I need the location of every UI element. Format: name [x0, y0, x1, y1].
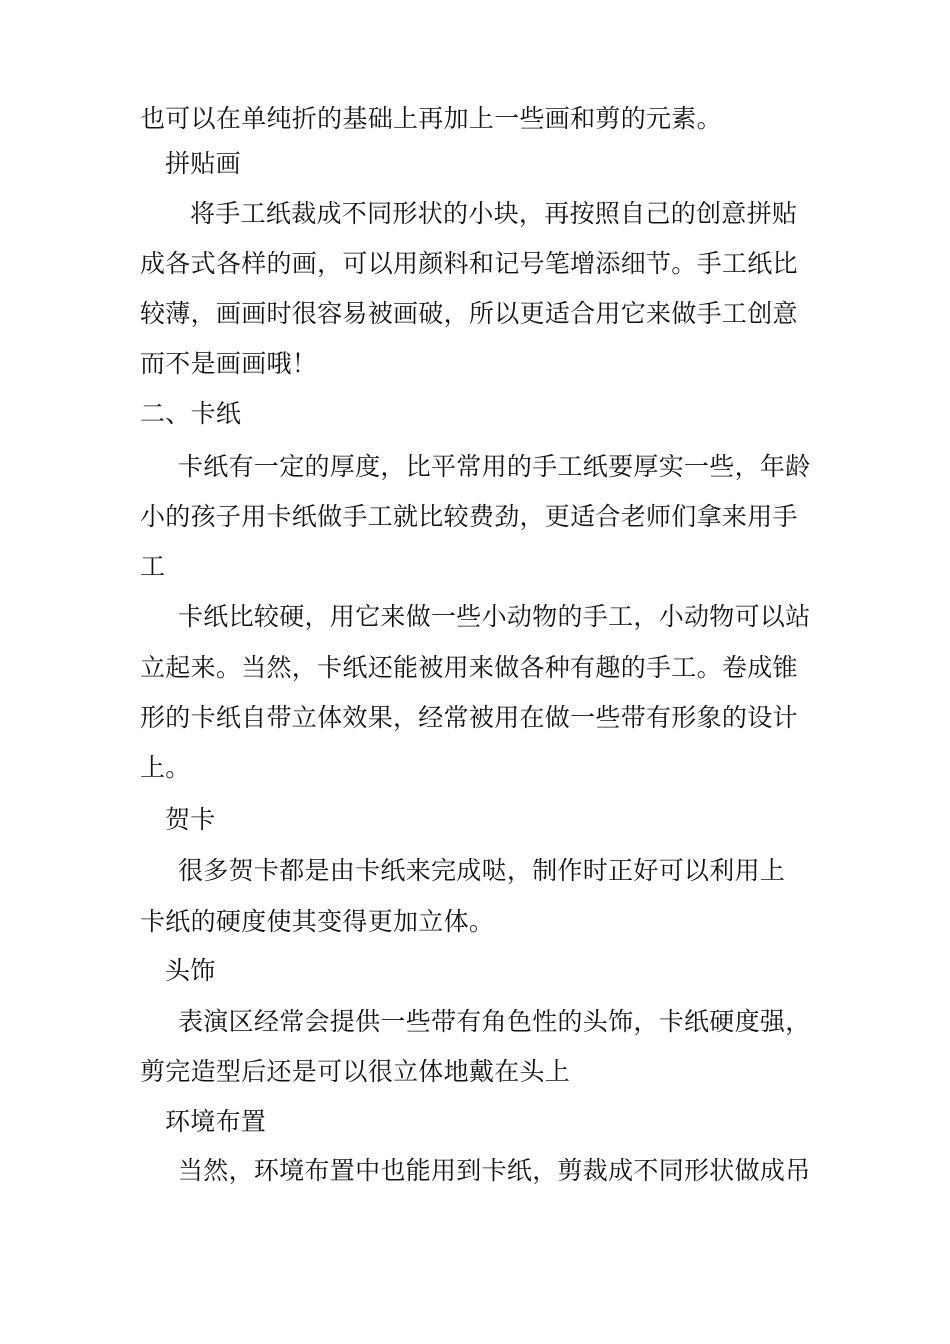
text-line: 卡纸的硬度使其变得更加立体。: [140, 907, 495, 936]
section-heading: 环境布置: [165, 1107, 267, 1136]
section-heading: 贺卡: [165, 805, 216, 834]
section-heading: 二、卡纸: [140, 399, 242, 428]
section-heading: 拼贴画: [165, 149, 241, 178]
section-heading: 头饰: [165, 956, 216, 985]
text-line: 将手工纸裁成不同形状的小块，再按照自己的创意拼贴: [190, 199, 798, 228]
text-line: 工: [140, 552, 166, 581]
text-line: 剪完造型后还是可以很立体地戴在头上: [140, 1057, 571, 1086]
text-line: 立起来。当然，卡纸还能被用来做各种有趣的手工。卷成锥: [140, 653, 798, 682]
text-line: 卡纸比较硬，用它来做一些小动物的手工，小动物可以站: [178, 602, 811, 631]
text-line: 表演区经常会提供一些带有角色性的头饰，卡纸硬度强，: [178, 1007, 811, 1036]
text-line: 较薄，画画时很容易被画破，所以更适合用它来做手工创意: [140, 299, 798, 328]
text-line: 也可以在单纯折的基础上再加上一些画和剪的元素。: [140, 104, 722, 133]
text-line: 小的孩子用卡纸做手工就比较费劲，更适合老师们拿来用手: [140, 502, 798, 531]
text-line: 形的卡纸自带立体效果，经常被用在做一些带有形象的设计: [140, 703, 798, 732]
text-line: 当然，环境布置中也能用到卡纸，剪裁成不同形状做成吊: [178, 1156, 811, 1185]
text-line: 上。: [140, 753, 191, 782]
text-line: 很多贺卡都是由卡纸来完成哒，制作时正好可以利用上: [178, 856, 786, 885]
text-line: 而不是画画哦！: [140, 349, 318, 378]
text-line: 成各式各样的画，可以用颜料和记号笔增添细节。手工纸比: [140, 249, 798, 278]
text-line: 卡纸有一定的厚度，比平常用的手工纸要厚实一些，年龄: [178, 452, 811, 481]
